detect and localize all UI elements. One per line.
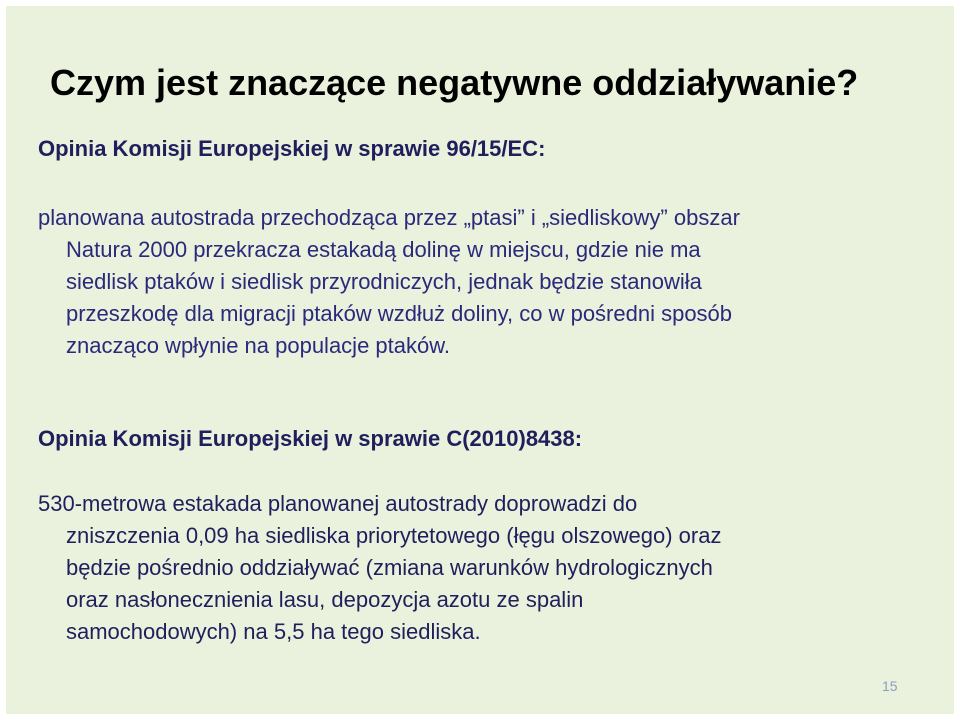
text-line: samochodowych) na 5,5 ha tego siedliska.: [66, 619, 481, 644]
text-line: znacząco wpłynie na populacje ptaków.: [66, 333, 451, 358]
text-line: siedlisk ptaków i siedlisk przyrodniczych, jednak będzie stanowiła: [66, 269, 702, 294]
text-line: Natura 2000 przekracza estakadą dolinę w miejscu, gdzie nie ma: [66, 237, 701, 262]
section-heading-c2010-8438: Opinia Komisji Europejskiej w sprawie C(2010)8438:: [38, 426, 583, 451]
slide: [6, 6, 954, 714]
section-heading-96-15-ec: Opinia Komisji Europejskiej w sprawie 96/15/EC:: [38, 136, 546, 161]
text-line: oraz nasłonecznienia lasu, depozycja azotu ze spalin: [66, 587, 584, 612]
text-line: 530-metrowa estakada planowanej autostrady doprowadzi do: [38, 491, 638, 516]
text-line: będzie pośrednio oddziaływać (zmiana warunków hydrologicznych: [66, 555, 713, 580]
page-number: 15: [882, 678, 898, 694]
text-line: zniszczenia 0,09 ha siedliska priorytetowego (łęgu olszowego) oraz: [66, 523, 722, 548]
text-line: przeszkodę dla migracji ptaków wzdłuż doliny, co w pośredni sposób: [66, 301, 733, 326]
section-text-96-15-ec: [38, 202, 938, 362]
section-text-c2010-8438: [38, 488, 938, 648]
text-line: planowana autostrada przechodząca przez „ptasi” i „siedliskowy” obszar: [38, 205, 740, 230]
slide-title: Czym jest znaczące negatywne oddziaływanie?: [50, 62, 859, 103]
